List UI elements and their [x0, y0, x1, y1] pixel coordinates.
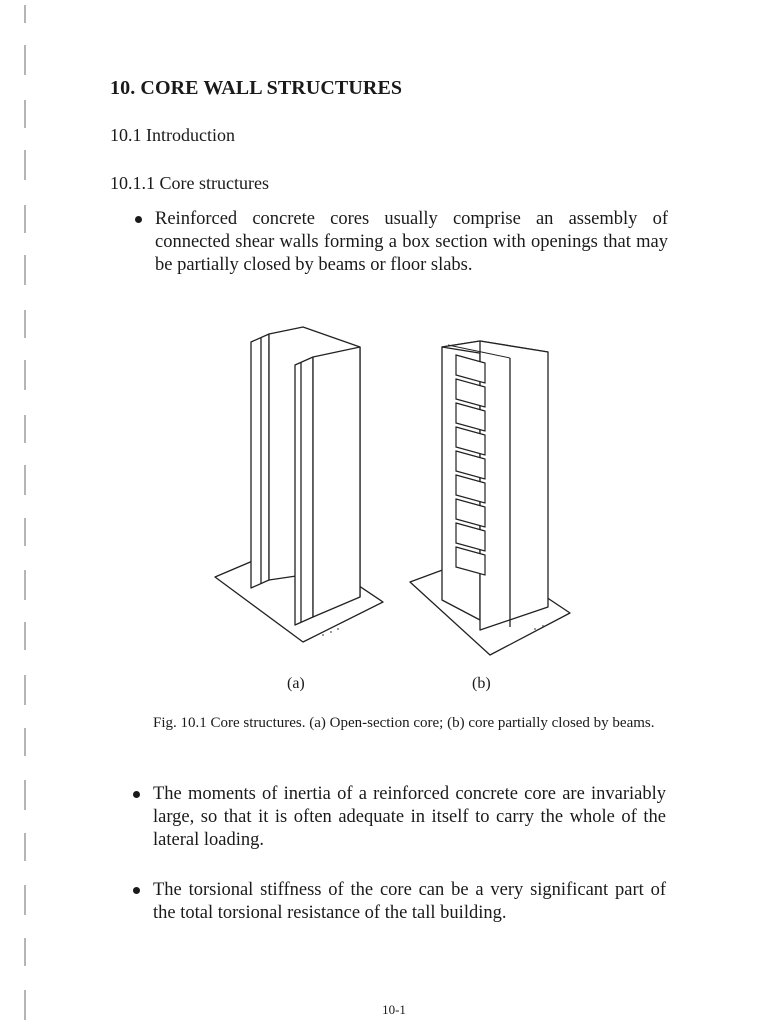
bullet-item-3 [153, 879, 666, 925]
page-number: 10-1 [382, 1002, 406, 1017]
figure-label-b: (b) [472, 675, 491, 692]
figure-label-a: (a) [287, 675, 305, 692]
core-a-front-wall [295, 357, 313, 625]
coupling-beams [456, 355, 485, 575]
bullet-dot [133, 791, 140, 798]
bullet-dot [133, 887, 140, 894]
bullet-item-1 [155, 208, 668, 277]
bullet-dot [135, 216, 142, 223]
binding-margin [0, 0, 40, 1024]
core-structures-drawing [205, 325, 585, 665]
bullet-text: Reinforced concrete cores usually comprise an assembly of connected shear walls forming a box section with openings that may be partially closed by beams or floor slabs. [155, 209, 668, 275]
core-b-right-wall [480, 341, 548, 630]
core-a-left-wall [251, 334, 269, 588]
figure-caption: Fig. 10.1 Core structures. (a) Open-section core; (b) core partially closed by beams. [153, 715, 655, 731]
bullet-item-2 [153, 783, 666, 852]
core-a-right-wall [313, 347, 360, 617]
chapter-heading: 10. CORE WALL STRUCTURES [110, 77, 403, 99]
subsection-heading: 10.1.1 Core structures [110, 173, 269, 193]
section-heading: 10.1 Introduction [110, 125, 235, 145]
bullet-text: The torsional stiffness of the core can be a very significant part of the total torsional resistance of the tall building. [153, 880, 666, 923]
core-structures-figure [205, 325, 585, 665]
bullet-text: The moments of inertia of a reinforced concrete core are invariably large, so that it is often adequate in itself to carry the whole of the lateral loading. [153, 784, 666, 850]
